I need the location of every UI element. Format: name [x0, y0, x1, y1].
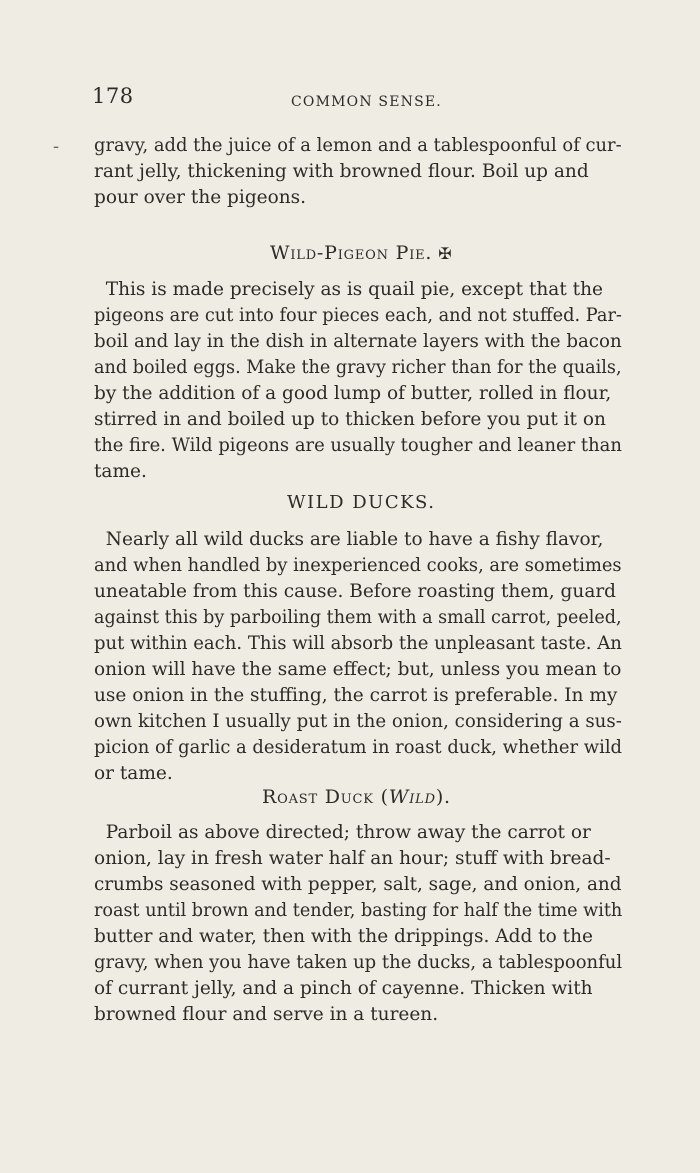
text-line: onion will have the same effect; but, unless you mean to [94, 659, 622, 680]
continuation-paragraph [94, 133, 622, 211]
margin-mark: - [53, 136, 60, 157]
text-line: Nearly all wild ducks are liable to have a fishy flavor, [94, 529, 604, 550]
heading-text: Roast Duck [262, 786, 374, 808]
text-line: butter and water, then with the drippings. Add to the [94, 926, 593, 947]
heading-paren-open: ( [380, 786, 389, 808]
recipe-heading-wild-pigeon-pie [270, 242, 452, 264]
text-line: and when handled by inexperienced cooks, are sometimes [94, 555, 622, 576]
text-line: put within each. This will absorb the unpleasant taste. An [94, 633, 622, 654]
text-line: or tame. [94, 763, 173, 784]
text-line: against this by parboiling them with a small carrot, peeled, [94, 607, 622, 628]
cross-ornament-icon: ✠ [438, 244, 453, 263]
recipe-heading-roast-duck-wild [262, 786, 451, 808]
heading-text: Wild-Pigeon Pie. [270, 242, 433, 264]
text-line: stirred in and boiled up to thicken before you put it on [94, 409, 606, 430]
wild-ducks-paragraph [94, 527, 622, 787]
text-line: uneatable from this cause. Before roasting them, guard [94, 581, 617, 602]
text-line: own kitchen I usually put in the onion, considering a sus- [94, 711, 622, 732]
text-line: picion of garlic a desideratum in roast duck, whether wild [94, 737, 623, 758]
text-line: gravy, when you have taken up the ducks, a tablespoonful [94, 952, 623, 973]
heading-italic-text: Wild [388, 786, 436, 808]
text-line: gravy, add the juice of a lemon and a tablespoonful of cur- [94, 135, 622, 156]
text-line: onion, lay in fresh water half an hour; stuff with bread- [94, 848, 611, 869]
text-line: Parboil as above directed; throw away the carrot or [94, 822, 591, 843]
text-line: rant jelly, thickening with browned flour. Boil up and [94, 161, 589, 182]
running-head: COMMON SENSE. [291, 94, 442, 110]
text-line: the fire. Wild pigeons are usually tougher and leaner than [94, 435, 622, 456]
text-line: browned flour and serve in a tureen. [94, 1004, 439, 1025]
section-heading-wild-ducks [287, 492, 435, 513]
text-line: use onion in the stuffing, the carrot is preferable. In my [94, 685, 618, 706]
page-header [92, 84, 452, 118]
wild-pigeon-pie-paragraph [94, 277, 622, 485]
heading-paren-close: ). [435, 786, 451, 808]
text-line: roast until brown and tender, basting for half the time with [94, 900, 623, 921]
text-line: pigeons are cut into four pieces each, and not stuffed. Par- [94, 305, 622, 326]
text-line: of currant jelly, and a pinch of cayenne. Thicken with [94, 978, 593, 999]
text-line: by the addition of a good lump of butter, rolled in flour, [94, 383, 612, 404]
text-line: pour over the pigeons. [94, 187, 307, 208]
text-line: tame. [94, 461, 147, 482]
text-line: crumbs seasoned with pepper, salt, sage, and onion, and [94, 874, 622, 895]
text-line: and boiled eggs. Make the gravy richer than for the quails, [94, 357, 622, 378]
heading-text: WILD DUCKS. [287, 492, 436, 513]
text-line: This is made precisely as is quail pie, except that the [94, 279, 603, 300]
roast-duck-paragraph [94, 820, 622, 1028]
page-number: 178 [92, 84, 134, 108]
text-line: boil and lay in the dish in alternate layers with the bacon [94, 331, 622, 352]
